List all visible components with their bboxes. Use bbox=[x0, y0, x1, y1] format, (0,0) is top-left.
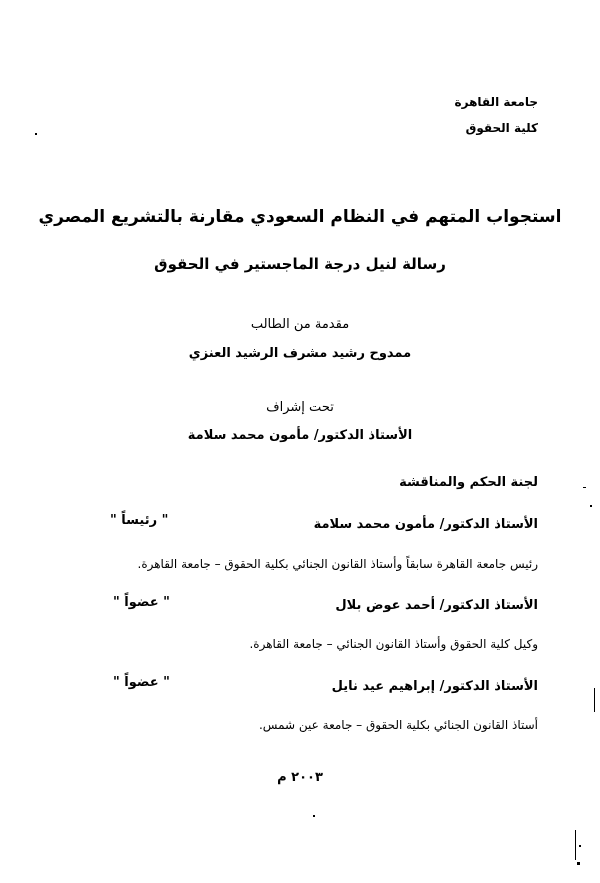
scan-mark bbox=[579, 845, 581, 847]
thesis-year: ٢٠٠٣ م bbox=[277, 770, 323, 785]
committee-member-role: " عضواً " bbox=[113, 595, 170, 610]
university-name: جامعة القاهرة bbox=[454, 95, 538, 109]
scan-mark bbox=[583, 487, 586, 488]
scan-mark bbox=[577, 862, 580, 865]
scan-mark bbox=[590, 505, 592, 507]
scan-mark bbox=[35, 133, 37, 135]
student-label: مقدمة من الطالب bbox=[250, 317, 350, 332]
faculty-name: كلية الحقوق bbox=[465, 121, 538, 135]
supervisor-name: الأستاذ الدكتور/ مأمون محمد سلامة bbox=[187, 428, 413, 443]
committee-member-description: وكيل كلية الحقوق وأستاذ القانون الجنائي – جامعة القاهرة. bbox=[249, 637, 538, 651]
committee-member-description: أستاذ القانون الجنائي بكلية الحقوق – جامعة عين شمس. bbox=[258, 718, 538, 732]
committee-member-name: الأستاذ الدكتور/ إبراهيم عيد نايل bbox=[331, 679, 538, 694]
thesis-subtitle: رسالة لنيل درجة الماجستير في الحقوق bbox=[154, 255, 446, 273]
committee-member-role: " رئيساً " bbox=[110, 513, 169, 528]
thesis-title: استجواب المتهم في النظام السعودي مقارنة بالتشريع المصري bbox=[38, 207, 562, 227]
committee-member-name: الأستاذ الدكتور/ مأمون محمد سلامة bbox=[313, 517, 538, 532]
committee-heading: لجنة الحكم والمناقشة bbox=[399, 475, 538, 490]
committee-member-name: الأستاذ الدكتور/ أحمد عوض بلال bbox=[335, 598, 538, 613]
scan-mark bbox=[313, 815, 315, 817]
committee-member-role: " عضواً " bbox=[113, 675, 170, 690]
scan-mark bbox=[575, 830, 576, 860]
student-name: ممدوح رشيد مشرف الرشيد العنزي bbox=[188, 346, 412, 361]
scan-mark bbox=[594, 688, 595, 712]
supervision-label: تحت إشراف bbox=[266, 400, 334, 415]
committee-member-description: رئيس جامعة القاهرة سابقاً وأستاذ القانون الجنائي بكلية الحقوق – جامعة القاهرة. bbox=[137, 557, 538, 571]
